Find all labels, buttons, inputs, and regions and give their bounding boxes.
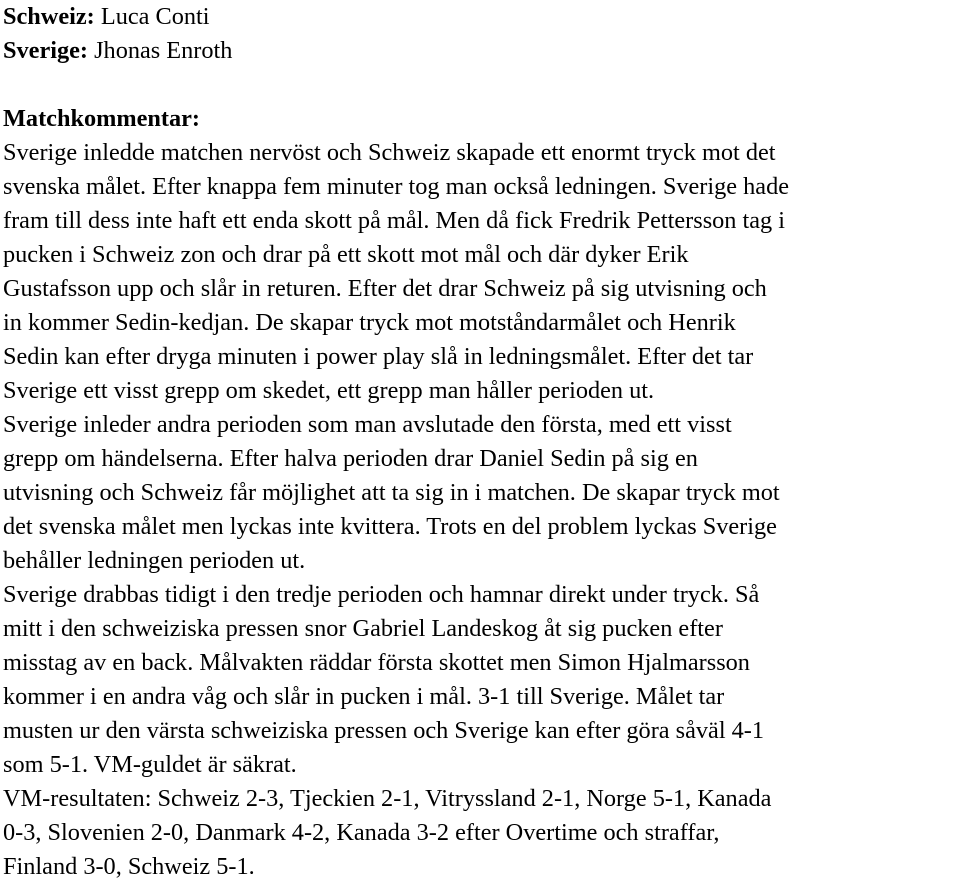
commentary-line: 0-3, Slovenien 2-0, Danmark 4-2, Kanada 3-2 efter Overtime och straffar, xyxy=(3,819,720,846)
commentary-line: Sverige inleder andra perioden som man avslutade den första, med ett visst xyxy=(3,411,732,438)
commentary-line: Sedin kan efter dryga minuten i power play slå in ledningsmålet. Efter det tar xyxy=(3,343,754,370)
spacer xyxy=(3,68,958,102)
goalie-sverige-line xyxy=(3,34,958,68)
schweiz-label: Schweiz: xyxy=(3,3,95,30)
commentary-heading: Matchkommentar: xyxy=(3,105,201,132)
sverige-label: Sverige: xyxy=(3,37,89,64)
schweiz-goalie-name: Luca Conti xyxy=(100,3,210,30)
commentary-line: VM-resultaten: Schweiz 2-3, Tjeckien 2-1, Vitryssland 2-1, Norge 5-1, Kanada xyxy=(3,785,772,812)
commentary-line: fram till dess inte haft ett enda skott på mål. Men då fick Fredrik Pettersson tag i xyxy=(3,207,786,234)
commentary-line: Finland 3-0, Schweiz 5-1. xyxy=(3,853,255,880)
commentary-line: Sverige ett visst grepp om skedet, ett grepp man håller perioden ut. xyxy=(3,377,655,404)
commentary-line: svenska målet. Efter knappa fem minuter tog man också ledningen. Sverige hade xyxy=(3,173,790,200)
commentary-line: in kommer Sedin-kedjan. De skapar tryck mot motståndarmålet och Henrik xyxy=(3,309,736,336)
commentary-line: Sverige drabbas tidigt i den tredje perioden och hamnar direkt under tryck. Så xyxy=(3,581,760,608)
commentary-body xyxy=(3,136,958,884)
commentary-line: det svenska målet men lyckas inte kvittera. Trots en del problem lyckas Sverige xyxy=(3,513,777,540)
document-page xyxy=(3,0,958,884)
commentary-line: misstag av en back. Målvakten räddar första skottet men Simon Hjalmarsson xyxy=(3,649,750,676)
commentary-line: som 5-1. VM-guldet är säkrat. xyxy=(3,751,297,778)
commentary-line: mitt i den schweiziska pressen snor Gabriel Landeskog åt sig pucken efter xyxy=(3,615,723,642)
commentary-line: behåller ledningen perioden ut. xyxy=(3,547,306,574)
commentary-line: Sverige inledde matchen nervöst och Schweiz skapade ett enormt tryck mot det xyxy=(3,139,776,166)
commentary-line: utvisning och Schweiz får möjlighet att ta sig in i matchen. De skapar tryck mot xyxy=(3,479,780,506)
commentary-line: pucken i Schweiz zon och drar på ett skott mot mål och där dyker Erik xyxy=(3,241,689,268)
commentary-line: kommer i en andra våg och slår in pucken i mål. 3-1 till Sverige. Målet tar xyxy=(3,683,725,710)
commentary-line: grepp om händelserna. Efter halva perioden drar Daniel Sedin på sig en xyxy=(3,445,698,472)
commentary-line: musten ur den värsta schweiziska pressen och Sverige kan efter göra såväl 4-1 xyxy=(3,717,765,744)
sverige-goalie-name: Jhonas Enroth xyxy=(94,37,233,64)
goalie-schweiz-line xyxy=(3,0,958,34)
commentary-line: Gustafsson upp och slår in returen. Efter det drar Schweiz på sig utvisning och xyxy=(3,275,767,302)
